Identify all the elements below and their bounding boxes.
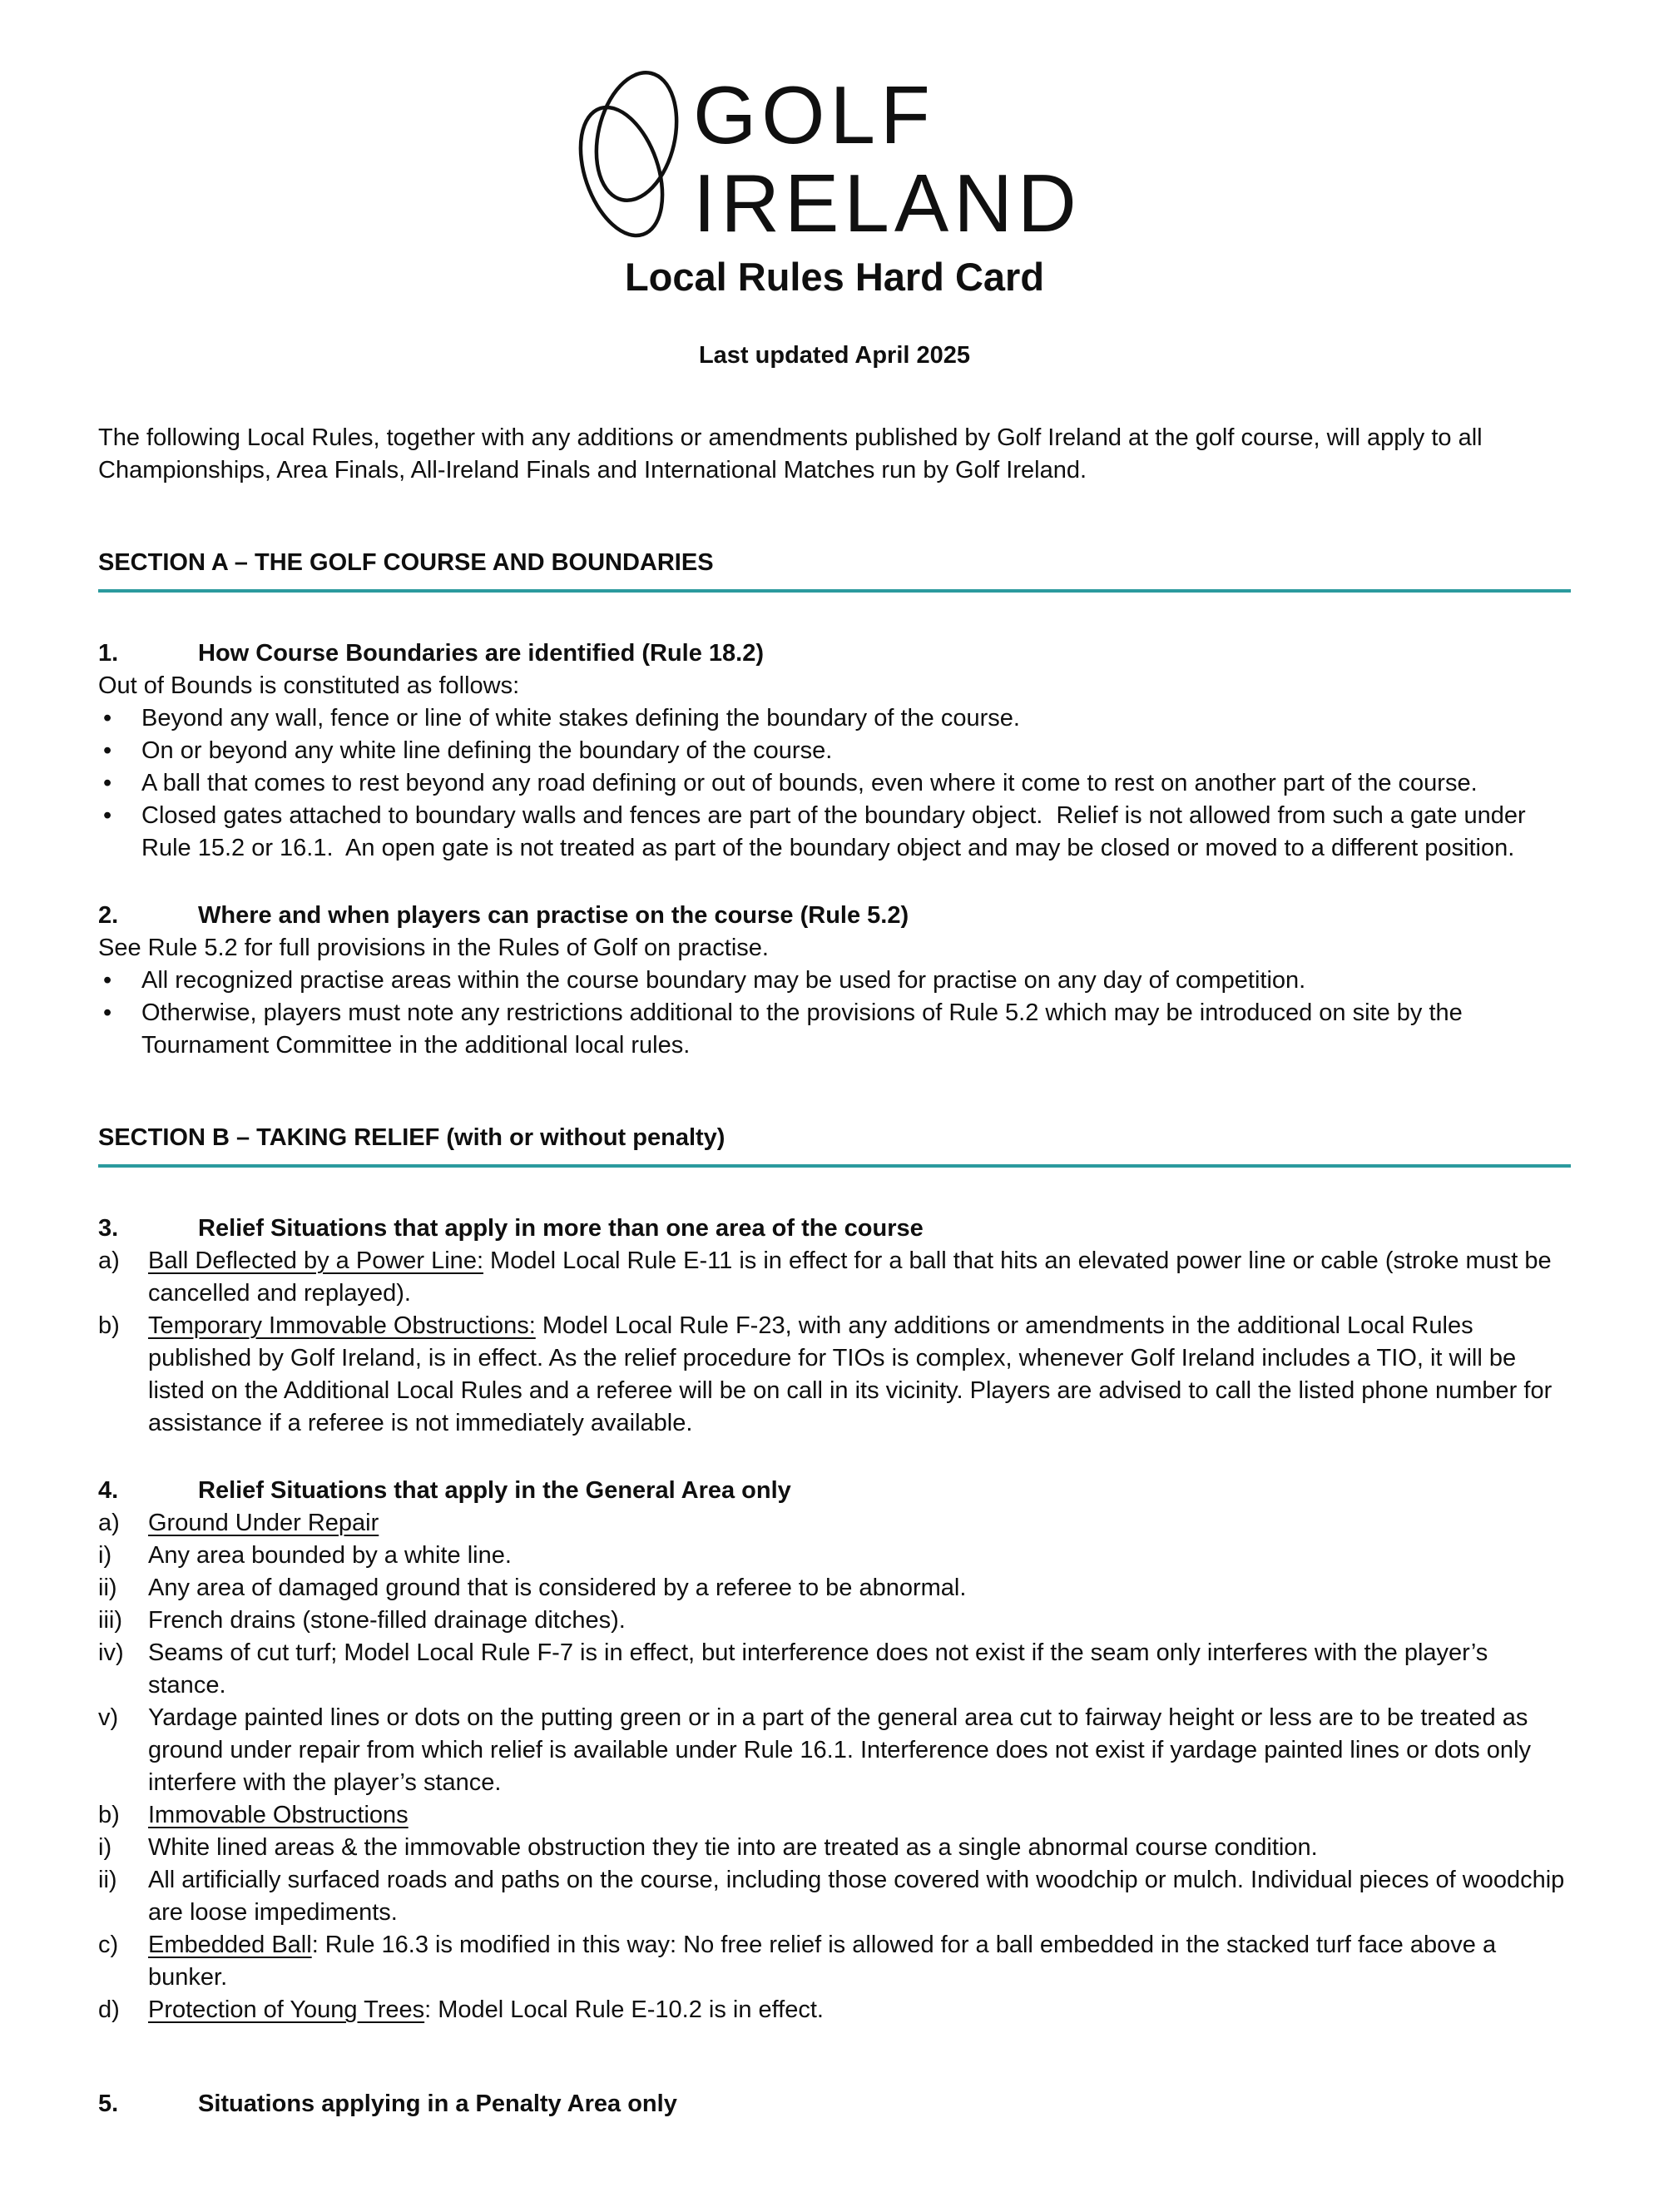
list-marker: i) bbox=[98, 1834, 112, 1861]
list-marker: c) bbox=[98, 1932, 119, 1958]
rule-title: Situations applying in a Penalty Area only bbox=[198, 2090, 677, 2117]
rule-2-lead: See Rule 5.2 for full provisions in the Rules of Golf on practise. bbox=[98, 935, 769, 961]
list-item-text bbox=[148, 1702, 1571, 1799]
rule-2-heading bbox=[98, 900, 1571, 932]
bullet-icon: • bbox=[103, 967, 112, 994]
list-item bbox=[98, 1572, 1571, 1604]
list-item bbox=[98, 1702, 1571, 1799]
list-item bbox=[98, 1637, 1571, 1702]
list-marker: b) bbox=[98, 1312, 120, 1339]
last-updated: Last updated April 2025 bbox=[698, 342, 971, 369]
logo-knot-icon bbox=[568, 67, 688, 243]
item-body-text: : Model Local Rule E-10.2 is in effect. bbox=[424, 1996, 824, 2023]
bullet-icon: • bbox=[103, 770, 112, 796]
item-body-text: French drains (stone-filled drainage ditches). bbox=[148, 1607, 626, 1634]
list-item bbox=[98, 1799, 1571, 1832]
golf-ireland-logo bbox=[568, 67, 1101, 243]
list-item bbox=[98, 1994, 1571, 2026]
list-item bbox=[98, 735, 1571, 767]
underlined-label: Ball Deflected by a Power Line: bbox=[148, 1247, 483, 1274]
rule-number: 1. bbox=[98, 640, 119, 667]
rule-number: 3. bbox=[98, 1215, 119, 1242]
list-item-text bbox=[148, 1245, 1571, 1310]
masthead bbox=[98, 67, 1571, 372]
list-item-text bbox=[148, 1604, 1571, 1637]
list-item-text bbox=[148, 1864, 1571, 1929]
list-item bbox=[98, 997, 1571, 1062]
underlined-label: Protection of Young Trees bbox=[148, 1996, 425, 2023]
list-item-text bbox=[148, 1540, 1571, 1572]
list-item-text: Closed gates attached to boundary walls and fences are part of the boundary object. Relief is not allowed from such a gate under Rule 15.2 or 16.1. An open gate is not treated as part of the boundary object and may be closed or moved to a different position. bbox=[141, 802, 1533, 861]
list-item-text: Otherwise, players must note any restrictions additional to the provisions of Rule 5.2 which may be introduced on site by the Tournament Committee in the additional local rules. bbox=[141, 999, 1469, 1059]
list-item-text bbox=[148, 1994, 1571, 2026]
item-body-text: Model Local Rule E-11 is in effect for a ball that hits an elevated power line or cable (stroke must be cancelled and replayed). bbox=[148, 1247, 1558, 1307]
list-item bbox=[98, 1604, 1571, 1637]
bullet-icon: • bbox=[103, 999, 112, 1026]
list-item bbox=[98, 1310, 1571, 1440]
list-item-text: Beyond any wall, fence or line of white stakes defining the boundary of the course. bbox=[141, 705, 1020, 732]
rule-4-heading bbox=[98, 1475, 1571, 1507]
rule-1-heading bbox=[98, 637, 1571, 670]
list-item-text bbox=[148, 1507, 1571, 1540]
underlined-label: Ground Under Repair bbox=[148, 1510, 379, 1536]
list-marker: ii) bbox=[98, 1867, 117, 1893]
underlined-label: Immovable Obstructions bbox=[148, 1802, 409, 1828]
list-item bbox=[98, 1245, 1571, 1310]
logo-word-golf: GOLF bbox=[693, 69, 935, 161]
underlined-label: Temporary Immovable Obstructions: bbox=[148, 1312, 536, 1339]
item-body-text: Yardage painted lines or dots on the putting green or in a part of the general area cut to fairway height or less are to be treated as ground under repair from which relief is available under Rule 16.1. Interference does not exist if yardage painted lines or dots only interfere with the player’s stance. bbox=[148, 1704, 1538, 1796]
rule-5-heading bbox=[98, 2088, 1571, 2120]
list-item bbox=[98, 1864, 1571, 1929]
rule-3-heading bbox=[98, 1213, 1571, 1245]
list-item bbox=[98, 702, 1571, 735]
list-item-text bbox=[148, 1929, 1571, 1994]
list-marker: b) bbox=[98, 1802, 120, 1828]
list-marker: v) bbox=[98, 1704, 119, 1731]
list-item-text bbox=[148, 1310, 1571, 1440]
list-marker: a) bbox=[98, 1510, 120, 1536]
list-item-text bbox=[148, 1832, 1571, 1864]
list-marker: ii) bbox=[98, 1575, 117, 1601]
list-marker: a) bbox=[98, 1247, 120, 1274]
list-item bbox=[98, 1540, 1571, 1572]
rule-number: 4. bbox=[98, 1477, 119, 1504]
list-marker: iii) bbox=[98, 1607, 122, 1634]
item-body-text: Any area bounded by a white line. bbox=[148, 1542, 512, 1569]
list-marker: d) bbox=[98, 1996, 120, 2023]
list-item-text: All recognized practise areas within the course boundary may be used for practise on any day of competition. bbox=[141, 967, 1306, 994]
item-body-text: Any area of damaged ground that is considered by a referee to be abnormal. bbox=[148, 1575, 967, 1601]
list-item bbox=[98, 1507, 1571, 1540]
rule-title: How Course Boundaries are identified (Rule 18.2) bbox=[198, 640, 765, 667]
list-item-text: A ball that comes to rest beyond any road defining or out of bounds, even where it come to rest on another part of the course. bbox=[141, 770, 1478, 796]
item-body-text: All artificially surfaced roads and paths on the course, including those covered with woodchip or mulch. Individual pieces of woodchip are loose impediments. bbox=[148, 1867, 1572, 1926]
logo-word-ireland: IRELAND bbox=[693, 157, 1082, 243]
section-b-heading: SECTION B – TAKING RELIEF (with or without penalty) bbox=[98, 1122, 1571, 1168]
list-item-text bbox=[148, 1799, 1571, 1832]
item-body-text: White lined areas & the immovable obstruction they tie into are treated as a single abnormal course condition. bbox=[148, 1834, 1318, 1861]
list-item bbox=[98, 767, 1571, 800]
section-a-heading: SECTION A – THE GOLF COURSE AND BOUNDARIES bbox=[98, 547, 1571, 593]
bullet-icon: • bbox=[103, 802, 112, 829]
list-item-text: On or beyond any white line defining the boundary of the course. bbox=[141, 737, 833, 764]
intro-paragraph: The following Local Rules, together with any additions or amendments published by Golf Ireland at the golf course, will apply to all Championships, Area Finals, All-Ireland Finals and International Matches run by Golf Ireland. bbox=[98, 424, 1489, 484]
list-marker: i) bbox=[98, 1542, 112, 1569]
rule-number: 5. bbox=[98, 2090, 119, 2117]
list-marker: iv) bbox=[98, 1639, 124, 1666]
item-body-text: : Rule 16.3 is modified in this way: No free relief is allowed for a ball embedded in the stacked turf face above a bunker. bbox=[148, 1932, 1503, 1991]
list-item-text bbox=[148, 1572, 1571, 1604]
bullet-icon: • bbox=[103, 737, 112, 764]
rule-number: 2. bbox=[98, 902, 119, 929]
list-item bbox=[98, 1832, 1571, 1864]
list-item bbox=[98, 1929, 1571, 1994]
page-title: Local Rules Hard Card bbox=[624, 255, 1045, 299]
list-item bbox=[98, 965, 1571, 997]
rule-title: Relief Situations that apply in more than one area of the course bbox=[198, 1215, 924, 1242]
rule-title: Relief Situations that apply in the General Area only bbox=[198, 1477, 791, 1504]
item-body-text: Seams of cut turf; Model Local Rule F-7 is in effect, but interference does not exist if the seam only interferes with the player’s stance. bbox=[148, 1639, 1495, 1699]
list-item bbox=[98, 800, 1571, 865]
rule-1-lead: Out of Bounds is constituted as follows: bbox=[98, 672, 520, 699]
list-item-text bbox=[148, 1637, 1571, 1702]
underlined-label: Embedded Ball bbox=[148, 1932, 312, 1958]
item-body-text: Model Local Rule F-23, with any additions or amendments in the additional Local Rules published by Golf Ireland, is in effect. As the relief procedure for TIOs is complex, whenever Golf Ireland includes a TIO, it will be listed on the Additional Local Rules and a referee will be on call in its vicinity. Players are advised to call the listed phone number for assistance if a referee is not immediately available. bbox=[148, 1312, 1559, 1436]
bullet-icon: • bbox=[103, 705, 112, 732]
rule-title: Where and when players can practise on the course (Rule 5.2) bbox=[198, 902, 909, 929]
